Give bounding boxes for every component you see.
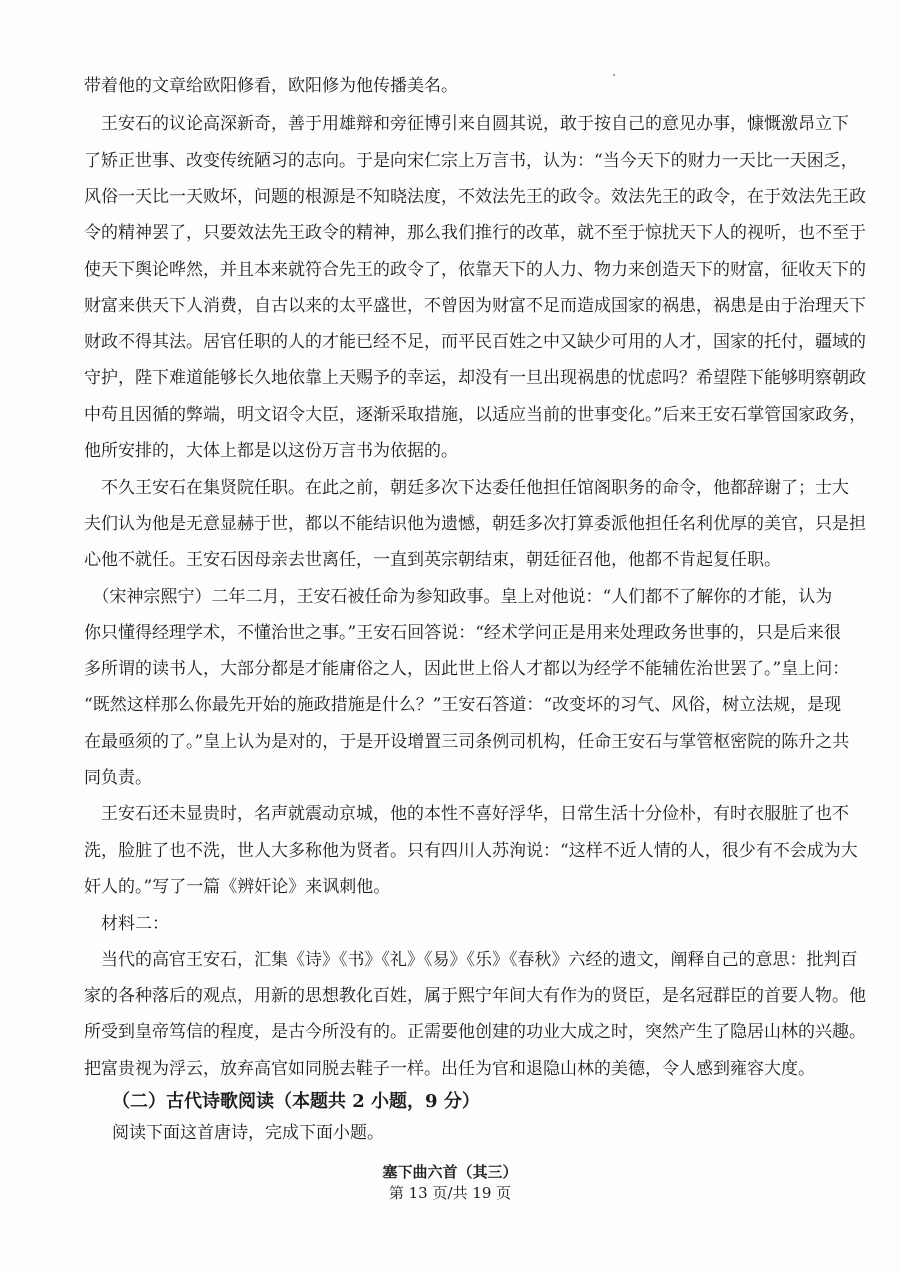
text-line: （宋神宗熙宁）二年二月，王安石被任命为参知政事。皇上对他说：“人们都不了解你的才能，认为 [84,587,833,607]
section-heading: （二）古代诗歌阅读（本题共 2 小题，9 分） [112,1091,480,1112]
text-line: 材料二： [84,914,169,934]
text-line: 家的各种落后的观点，用新的思想教化百姓，属于熙宁年间大有作为的贤臣，是名冠群臣的首要人物。他 [84,986,866,1006]
text-line: 在最亟须的了。”皇上认为是对的，于是开设增置三司条例司机构，任命王安石与掌管枢密院的陈升之共 [84,732,850,752]
text-line: 带着他的文章给欧阳修看，欧阳修为他传播美名。 [84,76,458,96]
text-line: 了矫正世事、改变传统陋习的志向。于是向宋仁宗上万言书，认为：“当今天下的财力一天比一天困乏， [84,151,858,171]
text-line: 守护，陛下难道能够长久地依靠上天赐予的幸运，却没有一旦出现祸患的忧虑吗？希望陛下能够明察朝政 [84,368,866,388]
text-line: 不久王安石在集贤院任职。在此之前，朝廷多次下达委任他担任馆阁职务的命令，他都辞谢了；士大 [84,478,849,498]
text-line: 令的精神罢了，只要效法先王政令的精神，那么我们推行的改革，就不至于惊扰天下人的视听，也不至于 [84,223,866,243]
text-line: 使天下舆论哗然，并且本来就符合先王的政令了，依靠天下的人力、物力来创造天下的财富，征收天下的 [84,260,866,280]
text-line: 财政不得其法。居官任职的人的才能已经不足，而平民百姓之中又缺少可用的人才，国家的托付，疆域的 [84,332,866,352]
text-line: “既然这样那么你最先开始的施政措施是什么？”王安石答道：“改变坏的习气、风俗，树立法规，是现 [84,695,842,715]
text-line: 王安石还未显贵时，名声就震动京城，他的本性不喜好浮华，日常生活十分俭朴，有时衣服脏了也不 [84,804,849,824]
text-line: 多所谓的读书人，大部分都是才能庸俗之人，因此世上俗人才都以为经学不能辅佐治世罢了。”皇上问： [84,659,850,679]
text-line: 所受到皇帝笃信的程度，是古今所没有的。正需要他创建的功业大成之时，突然产生了隐居山林的兴趣。 [84,1022,866,1042]
text-line: 把富贵视为浮云，放弃高官如同脱去鞋子一样。出任为官和退隐山林的美德，令人感到雍容大度。 [84,1059,815,1079]
text-line: 中苟且因循的弊端，明文诏令大臣，逐渐采取措施，以适应当前的世事变化。”后来王安石掌管国家政务， [84,405,867,425]
text-line: 奸人的。”写了一篇《辨奸论》来讽刺他。 [84,877,391,897]
instruction-text: 阅读下面这首唐诗，完成下面小题。 [112,1123,384,1143]
text-line: 他所安排的，大体上都是以这份万言书为依据的。 [84,441,458,461]
text-line: 心他不就任。王安石因母亲去世离任，一直到英宗朝结束，朝廷征召他，他都不肯起复任职。 [84,550,781,570]
text-line: 当代的高官王安石，汇集《诗》《书》《礼》《易》《乐》《春秋》六经的遗文，阐释自己的意思：批判百 [84,950,858,970]
text-line: 王安石的议论高深新奇，善于用雄辩和旁征博引来自圆其说，敢于按自己的意见办事，慷慨激昂立下 [84,114,849,134]
poem-title: 塞下曲六首（其三） [382,1163,518,1181]
text-line: 同负责。 [84,768,152,788]
text-line: 你只懂得经理学术，不懂治世之事。”王安石回答说：“经术学问正是用来处理政务世事的，只是后来很 [84,623,841,643]
page-number: 第 13 页/共 19 页 [388,1184,512,1202]
text-line: 洗，脸脏了也不洗，世人大多称他为贤者。只有四川人苏洵说：“这样不近人情的人，很少有不会成为大 [84,841,858,861]
text-line: 风俗一天比一天败坏，问题的根源是不知晓法度，不效法先王的政令。效法先王的政令，在于效法先王政 [84,187,866,207]
text-line: 夫们认为他是无意显赫于世，都以不能结识他为遗憾，朝廷多次打算委派他担任名利优厚的美官，只是担 [84,514,866,534]
text-line: 财富来供天下人消费，自古以来的太平盛世，不曾因为财富不足而造成国家的祸患，祸患是由于治理天下 [84,296,866,316]
